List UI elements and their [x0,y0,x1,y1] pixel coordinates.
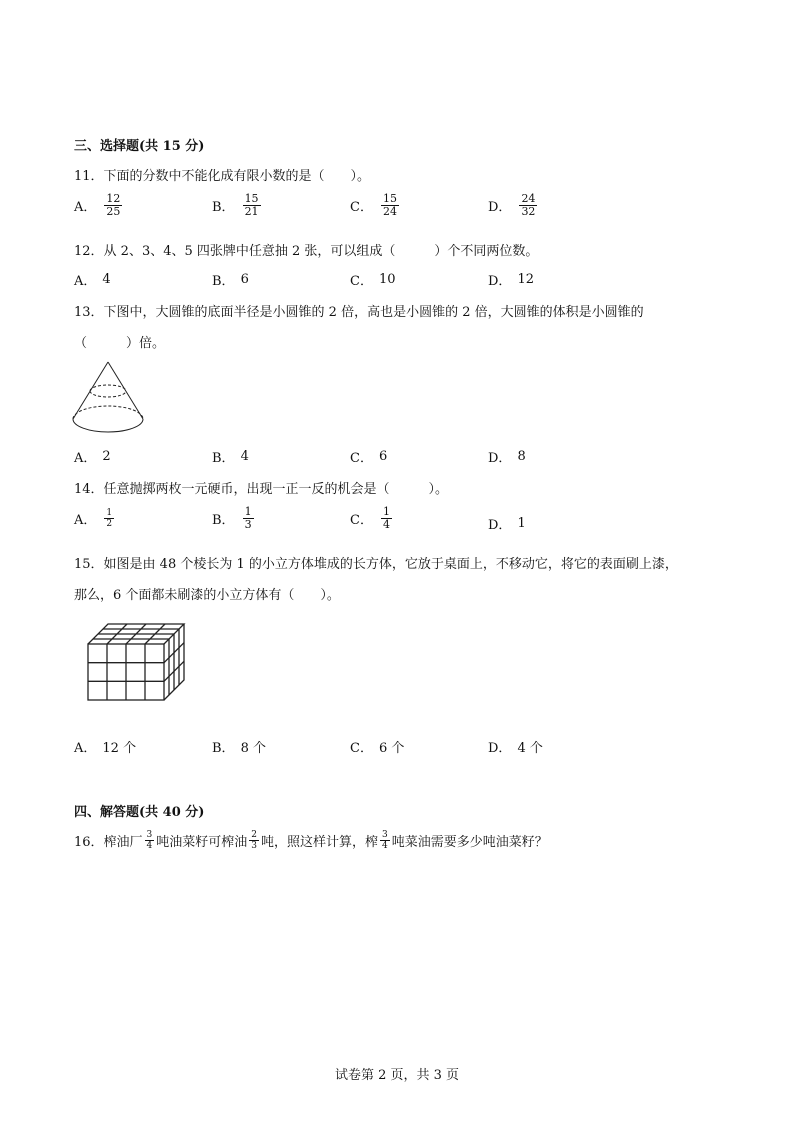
numerator: 3 [146,830,153,840]
q11-option-c [350,193,401,218]
q13-option-c [350,447,387,466]
option-label: B． [212,274,235,289]
option-value: 10 [378,272,396,287]
denominator: 32 [521,205,536,218]
option-label: D． [488,274,512,289]
numerator: 1 [106,508,113,518]
option-label: B． [212,200,235,215]
numerator: 24 [521,192,536,205]
denominator: 21 [244,205,259,218]
numerator: 2 [251,830,258,840]
denominator: 25 [106,205,121,218]
option-value: 4 [240,449,249,464]
option-value: 2 [102,449,111,464]
denominator: 4 [146,841,153,851]
q13-option-d [488,447,526,466]
section-title-choice: 三、选择题(共 15 分) [74,139,205,154]
option-label: C． [350,274,373,289]
q16-part2: 吨油菜籽可榨油 [156,835,248,850]
question-16-text [74,830,548,851]
fraction [381,506,392,531]
option-value: 12 [517,272,534,287]
fraction [104,193,122,218]
option-label: B． [212,451,235,466]
option-label: C． [350,513,373,528]
denominator: 24 [382,205,397,218]
question-12-text: 12．从 2、3、4、5 四张牌中任意抽 2 张，可以组成（ ）个不同两位数。 [74,244,539,259]
option-value: 6 [378,449,388,464]
q15-option-d [488,737,543,756]
option-label: D． [488,200,512,215]
option-label: A． [74,513,97,528]
fraction [249,830,259,851]
question-13-text-line1: 13．下图中，大圆锥的底面半径是小圆锥的 2 倍，高也是小圆锥的 2 倍，大圆锥的体积是小圆锥的 [74,305,644,320]
q16-part4: 吨菜油需要多少吨油菜籽？ [391,835,548,850]
option-label: D． [488,451,512,466]
denominator: 4 [382,518,390,531]
q14-option-d [488,514,526,533]
option-label: A． [74,451,97,466]
option-label: A． [74,274,97,289]
question-15-text-line2: 那么，6 个面都未刷漆的小立方体有（ ）。 [74,588,340,603]
q11-option-b [212,193,263,218]
question-13-text-line2: （ ）倍。 [74,336,166,351]
q12-option-d [488,270,534,289]
q14-option-b [212,506,256,531]
fraction [104,508,114,529]
denominator: 4 [382,841,388,851]
option-value: 6 [240,272,249,287]
question-11-text: 11．下面的分数中不能化成有限小数的是（ ）。 [74,169,371,184]
option-label: D． [488,741,512,756]
question-14-text: 14．任意抛掷两枚一元硬币，出现一正一反的机会是（ ）。 [74,482,449,497]
q14-option-a [74,508,116,529]
option-value: 8 [517,449,526,464]
denominator: 3 [244,518,252,531]
q15-option-b [212,737,266,756]
option-value: 4 个 [517,741,543,756]
denominator: 3 [251,841,258,851]
page-footer: 试卷第 2 页，共 3 页 [334,1068,460,1083]
option-value: 12 个 [102,741,137,756]
numerator: 3 [382,830,388,840]
option-label: A． [74,200,97,215]
option-label: C． [350,451,373,466]
option-value: 1 [517,516,526,531]
cone-figure [70,360,146,436]
q12-option-c [350,270,396,289]
cuboid-figure [84,618,188,704]
q16-part1: 16．榨油厂 [74,835,143,850]
q13-option-b [212,447,249,466]
numerator: 12 [106,192,121,205]
q14-option-c [350,506,394,531]
section-title-answer: 四、解答题(共 40 分) [74,805,205,820]
q12-option-a [74,270,111,289]
option-value: 8 个 [240,741,266,756]
fraction [380,830,390,851]
q15-option-c [350,737,404,756]
fraction [145,830,155,851]
option-value: 4 [102,272,111,287]
q16-part3: 吨，照这样计算，榨 [261,835,379,850]
numerator: 1 [382,505,390,518]
q11-option-d [488,193,539,218]
fraction [381,193,399,218]
q12-option-b [212,270,249,289]
option-label: D． [488,518,512,533]
fraction [243,193,261,218]
numerator: 15 [382,192,397,205]
option-value: 6 个 [378,741,405,756]
q15-option-a [74,737,136,756]
q13-option-a [74,447,111,466]
question-15-text-line1: 15．如图是由 48 个棱长为 1 的小立方体堆成的长方体，它放于桌面上，不移动它，将它的表面刷上漆， [74,557,678,572]
option-label: C． [350,200,373,215]
fraction [243,506,254,531]
option-label: A． [74,741,97,756]
option-label: B． [212,513,235,528]
fraction [519,193,537,218]
numerator: 15 [244,192,259,205]
q11-option-a [74,193,124,218]
option-label: C． [350,741,373,756]
option-label: B． [212,741,235,756]
numerator: 1 [244,505,252,518]
denominator: 2 [106,519,113,529]
